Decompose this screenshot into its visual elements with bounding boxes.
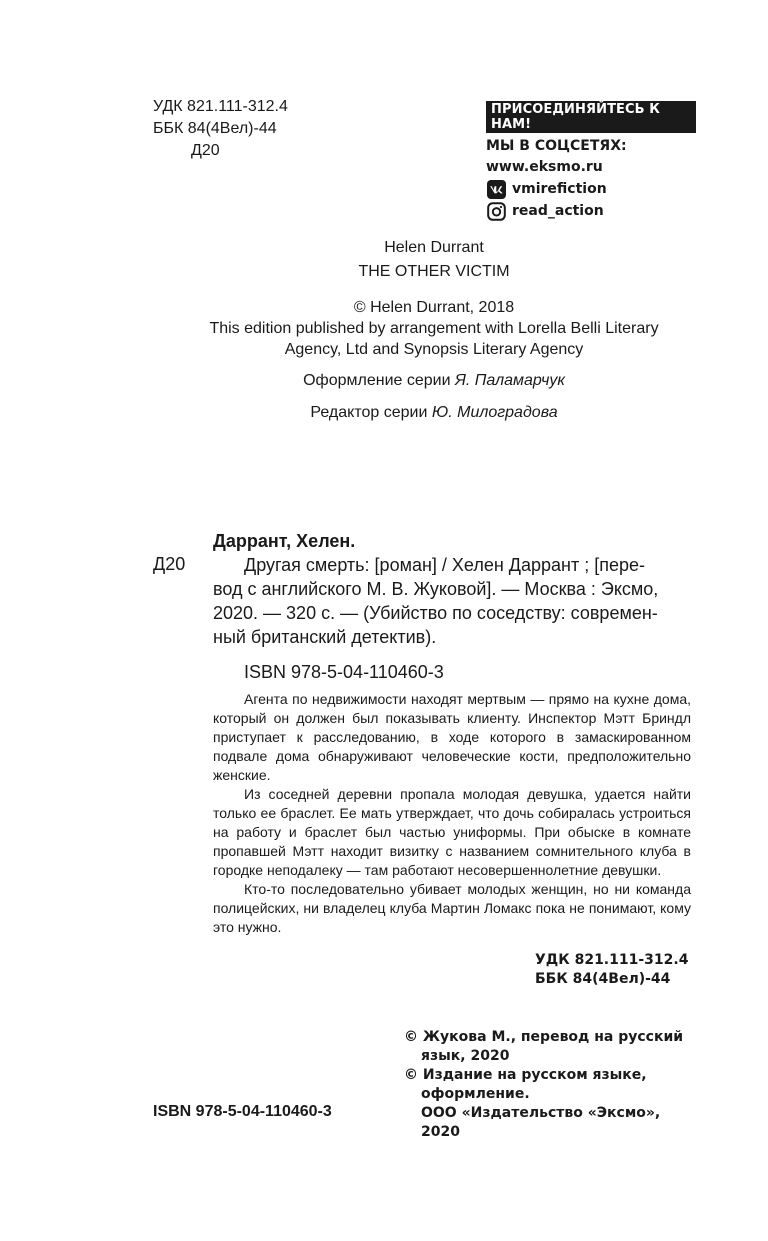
annotation-paragraph: Из соседней деревни пропала молодая девушка, удается найти только ее браслет. Ее мать утверждает, что дочь собиралась устроиться на работу и браслет был частью униформы. При обыске в комнате пропавшей Мэтт находит визитку с названием сомнительного клуба в городке неподалеку — там работают несовершеннолетние девушки.	[213, 786, 691, 878]
footer-isbn: ISBN 978-5-04-110460-3	[153, 1103, 332, 1120]
vk-handle: vmirefiction	[512, 181, 607, 197]
social-banner: ПРИСОЕДИНЯЙТЕСЬ К НАМ!	[486, 101, 696, 133]
catalog-heading: Даррант, Хелен.	[213, 531, 356, 551]
catalog-description	[213, 553, 693, 649]
annotation-paragraph: Агента по недвижимости находят мертвым — прямо на кухне дома, который он должен был показывать клиенту. Инспектор Мэтт Бриндл приступает к расследованию, в ходе которого в замаскированном подвале дома обнаруживают человеческие кости, предположительно женские.	[213, 691, 691, 783]
instagram-row[interactable]	[486, 201, 696, 221]
original-author: Helen Durrant	[384, 239, 484, 256]
annotation	[213, 690, 691, 937]
editor-name: Ю. Милоградова	[431, 404, 558, 421]
catalog-author-mark: Д20	[153, 554, 186, 574]
bottom-bbk: ББК 84(4Вел)-44	[535, 971, 671, 987]
copyright-line: ООО «Издательство «Эксмо», 2020	[421, 1105, 661, 1140]
vk-row[interactable]	[486, 179, 696, 199]
social-subtitle: МЫ В СОЦСЕТЯХ:	[486, 138, 627, 154]
series-design-credit	[0, 370, 768, 392]
original-title-block	[0, 236, 768, 284]
copyright-line: оформление.	[421, 1086, 530, 1102]
bottom-udk: УДК 821.111-312.4	[535, 952, 689, 968]
original-title: THE OTHER VICTIM	[358, 263, 510, 280]
bottom-classification	[535, 951, 688, 989]
vk-icon	[486, 180, 506, 199]
catalog-line: Другая смерть: [роман] / Хелен Даррант ; [пере-	[244, 555, 645, 575]
copyright-line: язык, 2020	[421, 1048, 510, 1064]
website-link[interactable]: www.eksmo.ru	[486, 159, 603, 175]
top-classification	[153, 96, 288, 162]
instagram-icon	[486, 202, 506, 221]
catalog-line: 2020. — 320 с. — (Убийство по соседству: современ-	[213, 603, 658, 623]
annotation-paragraph: Кто-то последовательно убивает молодых женщин, но ни команда полицейских, ни владелец клуба Мартин Ломакс пока не понимают, кому это нужно.	[213, 881, 691, 935]
edition-line-2: Agency, Ltd and Synopsis Literary Agency	[284, 341, 584, 358]
design-name: Я. Паламарчук	[454, 372, 565, 389]
udk-code: УДК 821.111-312.4	[153, 98, 288, 115]
social-block	[486, 101, 696, 221]
catalog-isbn: ISBN 978-5-04-110460-3	[244, 662, 444, 682]
bbk-code: ББК 84(4Вел)-44	[153, 120, 277, 137]
instagram-handle: read_action	[512, 203, 604, 219]
catalog-line: вод с английского М. В. Жуковой]. — Москва : Эксмо,	[213, 579, 659, 599]
series-editor-credit	[0, 402, 768, 424]
author-mark: Д20	[191, 142, 220, 159]
copyright-line: © Жукова М., перевод на русский	[404, 1029, 684, 1045]
catalog-line: ный британский детектив).	[213, 627, 437, 647]
edition-block	[0, 297, 768, 360]
design-label: Оформление серии	[303, 372, 451, 389]
copyright-line: © Издание на русском языке,	[404, 1067, 647, 1083]
editor-label: Редактор серии	[310, 404, 428, 421]
original-copyright: © Helen Durrant, 2018	[353, 299, 515, 316]
edition-line-1: This edition published by arrangement with Lorella Belli Literary	[209, 320, 659, 337]
footer-copyright	[404, 1028, 704, 1142]
